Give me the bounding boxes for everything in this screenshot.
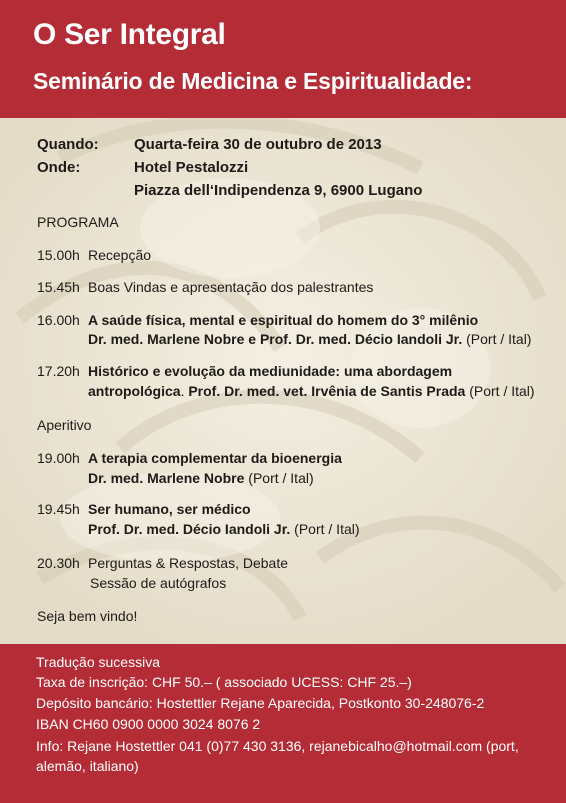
- item-text: Boas Vindas e apresentação dos palestrantes: [88, 279, 374, 295]
- talk-speakers: Prof. Dr. med. vet. Irvênia de Santis Prada: [188, 383, 466, 399]
- item-text: Perguntas & Respostas, Debate: [88, 555, 289, 571]
- talk-title: A terapia complementar da bioenergia: [88, 450, 342, 466]
- venue-address: Piazza dell‘Indipendenza 9, 6900 Lugano: [134, 182, 423, 199]
- item-time: 17.20h: [37, 363, 80, 379]
- item-text: Recepção: [88, 247, 152, 263]
- talk-speakers: Dr. med. Marlene Nobre e Prof. Dr. med. Décio Iandoli Jr.: [88, 331, 463, 347]
- footer-line: alemão, italiano): [36, 758, 139, 774]
- talk-title: A saúde física, mental e espiritual do homem do 3° milênio: [88, 312, 479, 328]
- separator: .: [180, 383, 189, 399]
- page-title: O Ser Integral: [33, 18, 226, 51]
- program-panel: [0, 118, 566, 644]
- talk-language: (Port / Ital): [248, 470, 314, 486]
- talk-language: (Port / Ital): [294, 521, 360, 537]
- item-time: 16.00h: [37, 312, 80, 328]
- aperitivo-label: Aperitivo: [37, 417, 92, 433]
- page-subtitle: Seminário de Medicina e Espiritualidade:: [33, 68, 473, 94]
- item-time: 19.00h: [37, 450, 80, 466]
- footer-line: Info: Rejane Hostettler 041 (0)77 430 3136, rejanebicalho@hotmail.com (port,: [36, 738, 519, 754]
- when-label: Quando:: [37, 136, 99, 153]
- program-heading: PROGRAMA: [37, 214, 119, 230]
- item-time: 15.00h: [37, 247, 80, 263]
- event-date: Quarta-feira 30 de outubro de 2013: [134, 136, 382, 153]
- talk-language: (Port / Ital): [466, 331, 532, 347]
- header-banner: [0, 0, 566, 118]
- item-text-2: Sessão de autógrafos: [90, 575, 227, 591]
- talk-speakers: Prof. Dr. med. Décio Iandoli Jr.: [88, 521, 291, 537]
- item-time: 19.45h: [37, 501, 80, 517]
- item-time: 15.45h: [37, 279, 80, 295]
- footer-line: Tradução sucessiva: [36, 654, 160, 670]
- venue-name: Hotel Pestalozzi: [134, 159, 249, 176]
- talk-speakers: Dr. med. Marlene Nobre: [88, 470, 245, 486]
- talk-language: (Port / Ital): [469, 383, 535, 399]
- talk-title: Ser humano, ser médico: [88, 501, 251, 517]
- where-label: Onde:: [37, 159, 81, 176]
- talk-title-cont: antropológica: [88, 383, 181, 399]
- item-time: 20.30h: [37, 555, 80, 571]
- talk-title: Histórico e evolução da mediunidade: uma abordagem: [88, 363, 453, 379]
- footer-line: Taxa de inscrição: CHF 50.– ( associado UCESS: CHF 25.–): [36, 674, 412, 690]
- footer-line: IBAN CH60 0900 0000 3024 8076 2: [36, 716, 261, 732]
- footer-line: Depósito bancário: Hostettler Rejane Aparecida, Postkonto 30-248076-2: [36, 695, 485, 711]
- closing-text: Seja bem vindo!: [37, 608, 138, 624]
- footer-banner: [0, 644, 566, 803]
